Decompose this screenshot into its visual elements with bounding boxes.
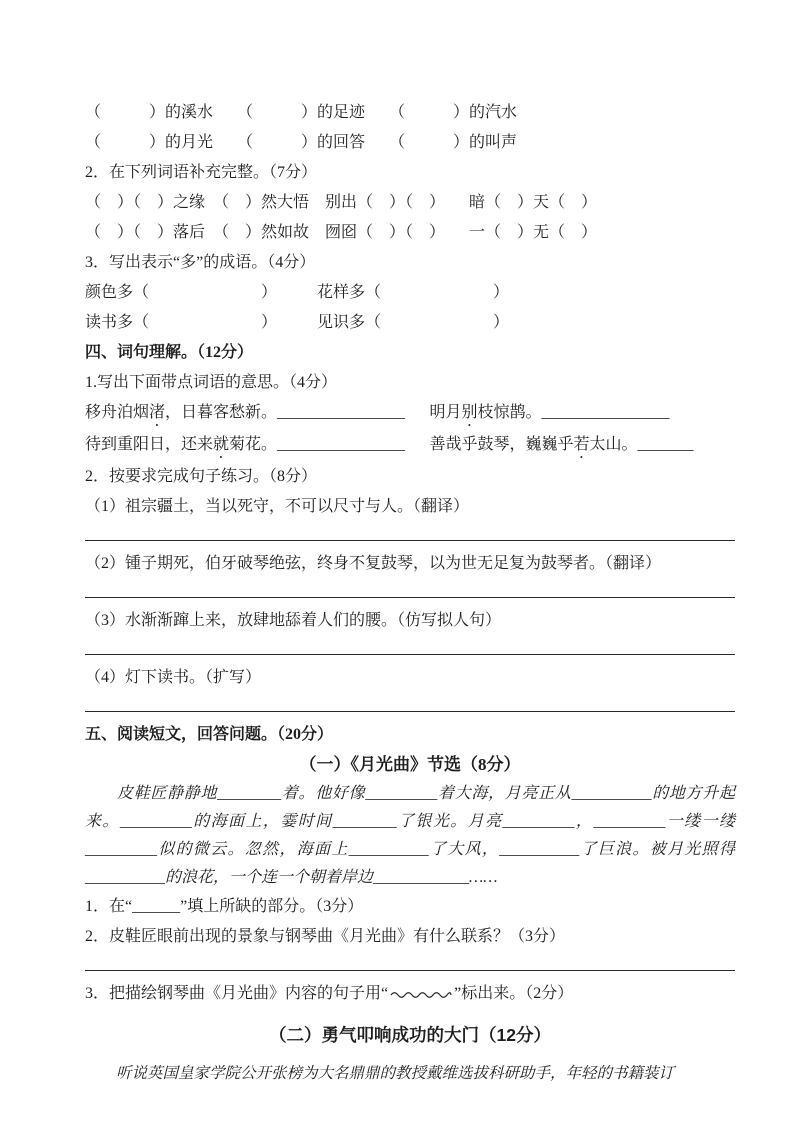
part1-question-1: 1．在“______”填上所缺的部分。（3分） — [85, 898, 364, 915]
text-run: 待到重阳日，还来 — [85, 436, 214, 453]
fill-phrases-row-1: （ ）的溪水 （ ）的足迹 （ ）的汽水 — [85, 104, 518, 121]
section4-title: 四、词句理解。（12分） — [85, 344, 254, 361]
poem-phrase — [85, 398, 430, 430]
section4-sub2-title: 2．按要求完成句子练习。（8分） — [85, 468, 318, 485]
word-completion-row-1: （ ）（ ）之缘 （ ）然大悟 别出（ ）（ ） 暗（ ）天（ ） — [85, 194, 598, 211]
text-run: 明月 — [429, 404, 462, 421]
dotted-word: 若 — [573, 436, 590, 453]
moonlight-sonata-passage: 皮鞋匠静静地________着。他好像_________着大海，月亮正从__________的地方升起来。_________的海面上，霎时间________了银光。月亮_________，_________一缕一缕_________似的微云。忽然，海面上__________了大风，__________了巨浪。被月光照得__________的浪花，一个连一个朝着岸边____________…… — [85, 785, 735, 886]
reading-part1-title: （一）《月光曲》节选（8分） — [299, 755, 521, 774]
sentence-exercise-1: （1）祖宗疆土，当以死守，不可以尺寸与人。（翻译） — [85, 498, 470, 515]
answer-line — [85, 636, 735, 655]
wavy-underline-mark — [390, 979, 452, 1009]
part1-question-3 — [85, 979, 735, 1009]
answer-line — [85, 579, 735, 598]
question-3-suffix: ”标出来。（2分） — [454, 985, 574, 1002]
idioms-many-row-1: 颜色多（ ） 花样多（ ） — [85, 284, 510, 301]
sentence-exercise-2: （2）锺子期死，伯牙破琴绝弦，终身不复鼓琴，以为世无足复为鼓琴者。（翻译） — [85, 555, 662, 572]
section5-title: 五、阅读短文，回答问题。（20分） — [85, 726, 334, 743]
idioms-many-title: 3．写出表示“多”的成语。（4分） — [85, 254, 316, 271]
question-3-prefix: 3．把描绘钢琴曲《月光曲》内容的句子用“ — [85, 985, 389, 1002]
dotted-words-row-2 — [85, 430, 735, 462]
text-run: _______ — [637, 436, 694, 453]
text-run: 移舟泊烟 — [85, 404, 150, 421]
dotted-word: 渚 — [149, 404, 166, 421]
fill-phrases-row-2: （ ）的月光 （ ）的回答 （ ）的叫声 — [85, 134, 518, 151]
word-completion-title: 2．在下列词语补充完整。（7分） — [85, 164, 318, 181]
text-run: 善哉乎鼓琴，巍巍乎 — [429, 436, 574, 453]
poem-phrase — [430, 430, 736, 462]
reading-part2-title: （二）勇气叩响成功的大门（12分） — [269, 1025, 551, 1045]
dotted-word: 就 — [213, 436, 230, 453]
sentence-exercise-4: （4）灯下读书。（扩写） — [85, 669, 262, 686]
answer-line — [85, 952, 735, 971]
dotted-words-row-1 — [85, 398, 735, 430]
text-run: 枝惊鹊。 — [477, 404, 542, 421]
section4-sub1-title: 1.写出下面带点词语的意思。（4分） — [85, 374, 338, 391]
dotted-word: 别 — [461, 404, 478, 421]
text-run: ，日暮客愁新。 — [165, 404, 278, 421]
poem-phrase — [85, 430, 430, 462]
answer-line — [85, 522, 735, 541]
poem-phrase — [430, 398, 736, 430]
sentence-exercise-3: （3）水渐渐蹿上来，放肆地舔着人们的腰。（仿写拟人句） — [85, 612, 502, 629]
text-run: ________________ — [541, 404, 670, 421]
answer-line — [85, 693, 735, 712]
word-completion-row-2: （ ）（ ）落后 （ ）然如故 囫囵（ ）（ ） 一（ ）无（ ） — [85, 224, 598, 241]
reading-part2-intro: 听说英国皇家学院公开张榜为大名鼎鼎的教授戴维选拔科研助手，年轻的书籍装订 — [116, 1065, 675, 1082]
text-run: ________________ — [277, 404, 406, 421]
text-run: 太山。 — [589, 436, 638, 453]
idioms-many-row-2: 读书多（ ） 见识多（ ） — [85, 314, 510, 331]
text-run: ________________ — [277, 436, 406, 453]
part1-question-2: 2．皮鞋匠眼前出现的景象与钢琴曲《月光曲》有什么联系？（3分） — [85, 928, 566, 945]
text-run: 菊花。 — [229, 436, 278, 453]
